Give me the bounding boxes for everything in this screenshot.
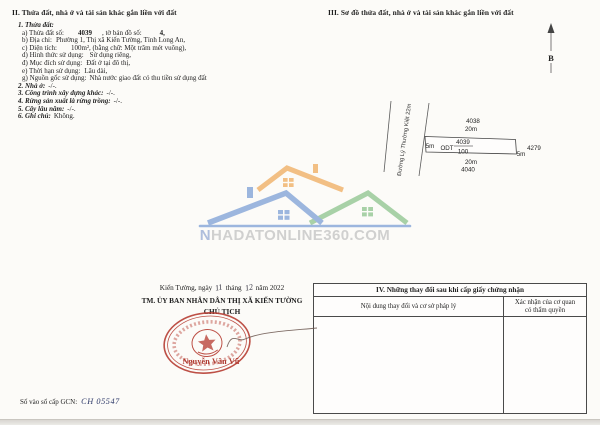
- watermark-rest: HADATONLINE360.COM: [211, 227, 391, 244]
- adjacent-plot-east: 4279: [527, 145, 541, 152]
- parcel-line-g: g) Nguồn gốc sử dụng: Nhà nước giao đất có thu tiền sử dụng đất: [22, 74, 207, 83]
- authority-line: TM. ỦY BAN NHÂN DÂN THỊ XÃ KIẾN TƯỜNG: [141, 296, 303, 305]
- section-ii: [12, 8, 324, 121]
- window-blue: [278, 210, 290, 220]
- plot-outline: [425, 137, 517, 155]
- window-orange: [283, 178, 294, 187]
- road-edge-left: [384, 101, 391, 172]
- section-iv-table: [313, 283, 587, 414]
- dimension-top: 20m: [464, 126, 478, 133]
- registry-number-value: CH 05547: [81, 397, 120, 406]
- parcel-line-dd: đ) Mục đích sử dụng: Đất ở tại đô thị,: [22, 58, 131, 67]
- place-date-line: Kiến Tường, ngày 11 tháng 12 năm 2022: [159, 282, 285, 293]
- column-header-changes: Nội dung thay đổi và cơ sở pháp lý: [314, 297, 504, 317]
- parcel-line-b: b) Địa chỉ: Phường 1, Thị xã Kiến Tường, Tỉnh Long An,: [22, 36, 186, 45]
- watermark-first-letter: N: [199, 227, 212, 244]
- use-form-value: Sử dụng riêng,: [89, 51, 131, 60]
- address-value: Phường 1, Thị xã Kiến Tường, Tỉnh Long An,: [55, 36, 186, 45]
- registry-number-line: [20, 397, 120, 406]
- section-iii-heading: III. Sơ đồ thửa đất, nhà ở và tài sản khác gắn liền với đất: [328, 8, 514, 17]
- house-roof-blue: [208, 193, 322, 223]
- section-iv-heading: IV. Những thay đổi sau khi cấp giấy chứng nhận: [314, 284, 586, 297]
- chimney-blue: [247, 187, 253, 198]
- use-term-value: Lâu dài,: [84, 66, 108, 75]
- plot-area: 100: [457, 148, 469, 156]
- parcel-line-e: e) Thời hạn sử dụng: Lâu dài,: [22, 66, 108, 75]
- notes-value: Không.: [53, 112, 75, 121]
- dimension-bottom: 20m: [464, 159, 478, 166]
- plot-number: 4039: [456, 139, 470, 146]
- handwritten-month: 12: [243, 282, 254, 293]
- section-ii-heading: II. Thửa đất, nhà ở và tài sản khác gắn liền với đất: [12, 8, 177, 17]
- plot-code: ODT: [440, 145, 454, 152]
- item-4-forest: 4. Rừng sản xuất là rừng trồng: -/-.: [18, 96, 122, 105]
- parcel-diagram: [330, 20, 600, 235]
- registry-number-label: Số vào sổ cấp GCN:: [20, 398, 78, 406]
- adjacent-plot-north: 4038: [466, 118, 480, 125]
- parcel-line-d: d) Hình thức sử dụng: Sử dụng riêng,: [22, 51, 131, 60]
- confirmation-cell-empty: [504, 317, 586, 413]
- parcel-number-value: 4039: [77, 28, 92, 37]
- north-label: B: [548, 53, 554, 63]
- north-arrow-icon: [546, 23, 557, 73]
- dimension-left: 5m: [425, 143, 435, 150]
- adjacent-plot-south: 4040: [461, 166, 475, 174]
- use-origin-value: Nhà nước giao đất có thu tiền sử dụng đất: [89, 74, 207, 83]
- area-value: 100m², (bằng chữ: Một trăm mét vuông),: [71, 43, 187, 52]
- dimension-right: 5m: [516, 151, 526, 158]
- parcel-item-1: 1. Thửa đất:: [18, 21, 54, 29]
- map-sheet-value: 4,: [159, 28, 165, 37]
- signer-title: CHỦ TỊCH: [203, 307, 241, 316]
- changes-cell-empty: [314, 317, 504, 413]
- item-2-house: 2. Nhà ở: -/-.: [18, 81, 57, 90]
- handwritten-day: 11: [214, 282, 224, 293]
- parcel-line-a: a) Thửa đất số: 4039 , tờ bản đồ số: 4,: [22, 28, 165, 37]
- column-header-confirmation: Xác nhận của cơ quan có thẩm quyền: [504, 297, 586, 317]
- signer-name: Nguyễn Văn Vũ: [182, 357, 240, 366]
- signature-flourish: [205, 322, 323, 352]
- road-label: Đường Lý Thường Kiệt 22m: [396, 103, 414, 177]
- item-3-constructions: 3. Công trình xây dựng khác: -/-.: [18, 89, 115, 98]
- scan-edge: [0, 419, 600, 425]
- item-5-perennial: 5. Cây lâu năm: -/-.: [18, 104, 76, 113]
- item-6-notes: 6. Ghi chú: Không.: [18, 112, 75, 121]
- use-purpose-value: Đất ở tại đô thị,: [86, 58, 131, 67]
- parcel-line-c: c) Diện tích: 100m², (bằng chữ: Một trăm mét vuông),: [22, 43, 187, 52]
- chimney-orange: [313, 164, 318, 173]
